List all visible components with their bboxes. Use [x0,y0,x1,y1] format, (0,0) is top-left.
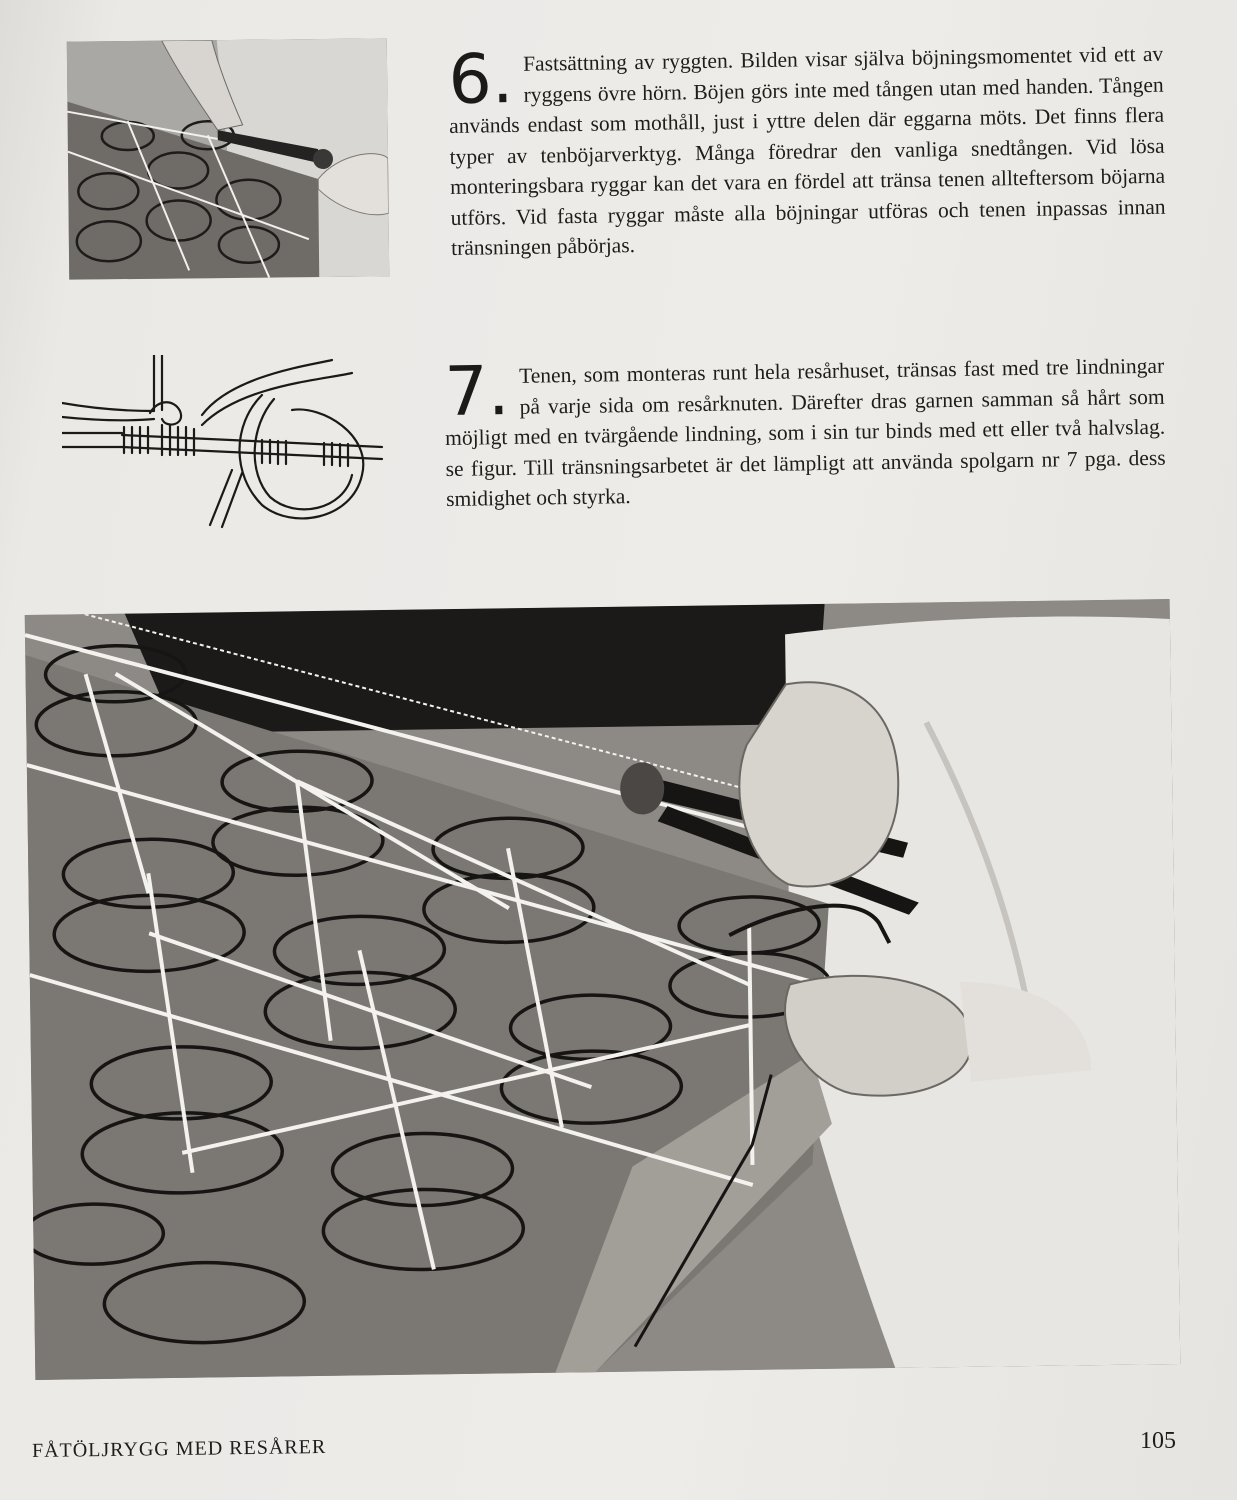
photo-bending-wire [67,38,389,279]
step-7-text: Tenen, som monteras runt hela resårhuset, tränsas fast med tre lindningar på varje sida om resårknuten. Därefter dras garnen samman så hårt som möjligt med en tvärgående lindning, som i sin tur binds med ett eller två halvslag. se figur. Till tränsningsarbetet är det lämpligt att använda spolgarn nr 7 pga. dess smidighet och styrka. [445,353,1166,511]
step-7 [444,351,1166,515]
photo-spring-unit [25,599,1181,1380]
step-6-text: Fastsättning av ryggten. Bilden visar själva böjningsmomentet vid ett av ryggens övre hörn. Böjen görs inte med tången utan med handen. Tången används endast som mothåll, just i yttre delen där eggarna möts. Det finns flera typer av tenböjarverktyg. Många föredrar den vanliga snedtången. Vid lösa monteringsbara ryggar kan det vara en fördel att tränsa tenen allteftersom böjarna utförs. Vid fasta ryggar måste alla böjningar utföras och tenen inpassas innan tränsningen påbörjas. [449,41,1166,260]
knot-illustration [62,355,384,530]
page-number: 105 [1140,1428,1176,1454]
step-7-number: 7. [443,351,510,432]
running-head: FÅTÖLJRYGG MED RESÅRER [31,1435,327,1463]
step-6 [448,39,1166,264]
step-6-number: 6. [447,39,514,120]
